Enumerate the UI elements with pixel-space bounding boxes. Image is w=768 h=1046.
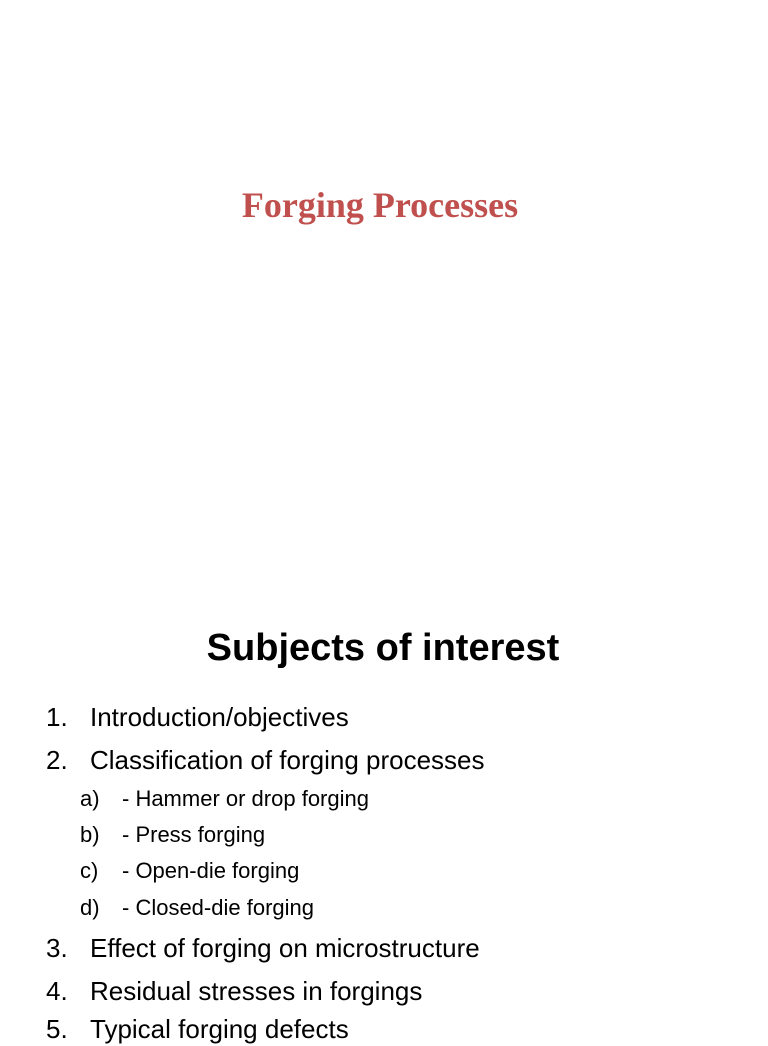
list-subitem-text: - Press forging <box>122 822 266 847</box>
list-subitem-letter: d) <box>80 895 100 920</box>
list-item-text: Typical forging defects <box>90 1014 349 1044</box>
subjects-heading: Subjects of interest <box>206 627 560 669</box>
list-subitem-letter: b) <box>80 822 100 847</box>
list-item-text: Classification of forging processes <box>90 745 485 775</box>
slide-title: Forging Processes <box>241 185 519 225</box>
list-item-text: Introduction/objectives <box>90 702 349 732</box>
list-item-text: Effect of forging on microstructure <box>90 933 480 963</box>
list-item-number: 1. <box>46 702 68 732</box>
list-item-number: 3. <box>46 933 68 963</box>
list-item-number: 2. <box>46 745 68 775</box>
list-subitem-text: - Hammer or drop forging <box>122 786 369 811</box>
list-item-number: 5. <box>46 1014 68 1044</box>
list-subitem-text: - Closed-die forging <box>122 895 314 920</box>
list-item-text: Residual stresses in forgings <box>90 976 423 1006</box>
list-subitem-letter: c) <box>80 858 99 883</box>
list-subitem-letter: a) <box>80 786 100 811</box>
list-subitem-text: - Open-die forging <box>122 858 300 883</box>
list-item-number: 4. <box>46 976 68 1006</box>
